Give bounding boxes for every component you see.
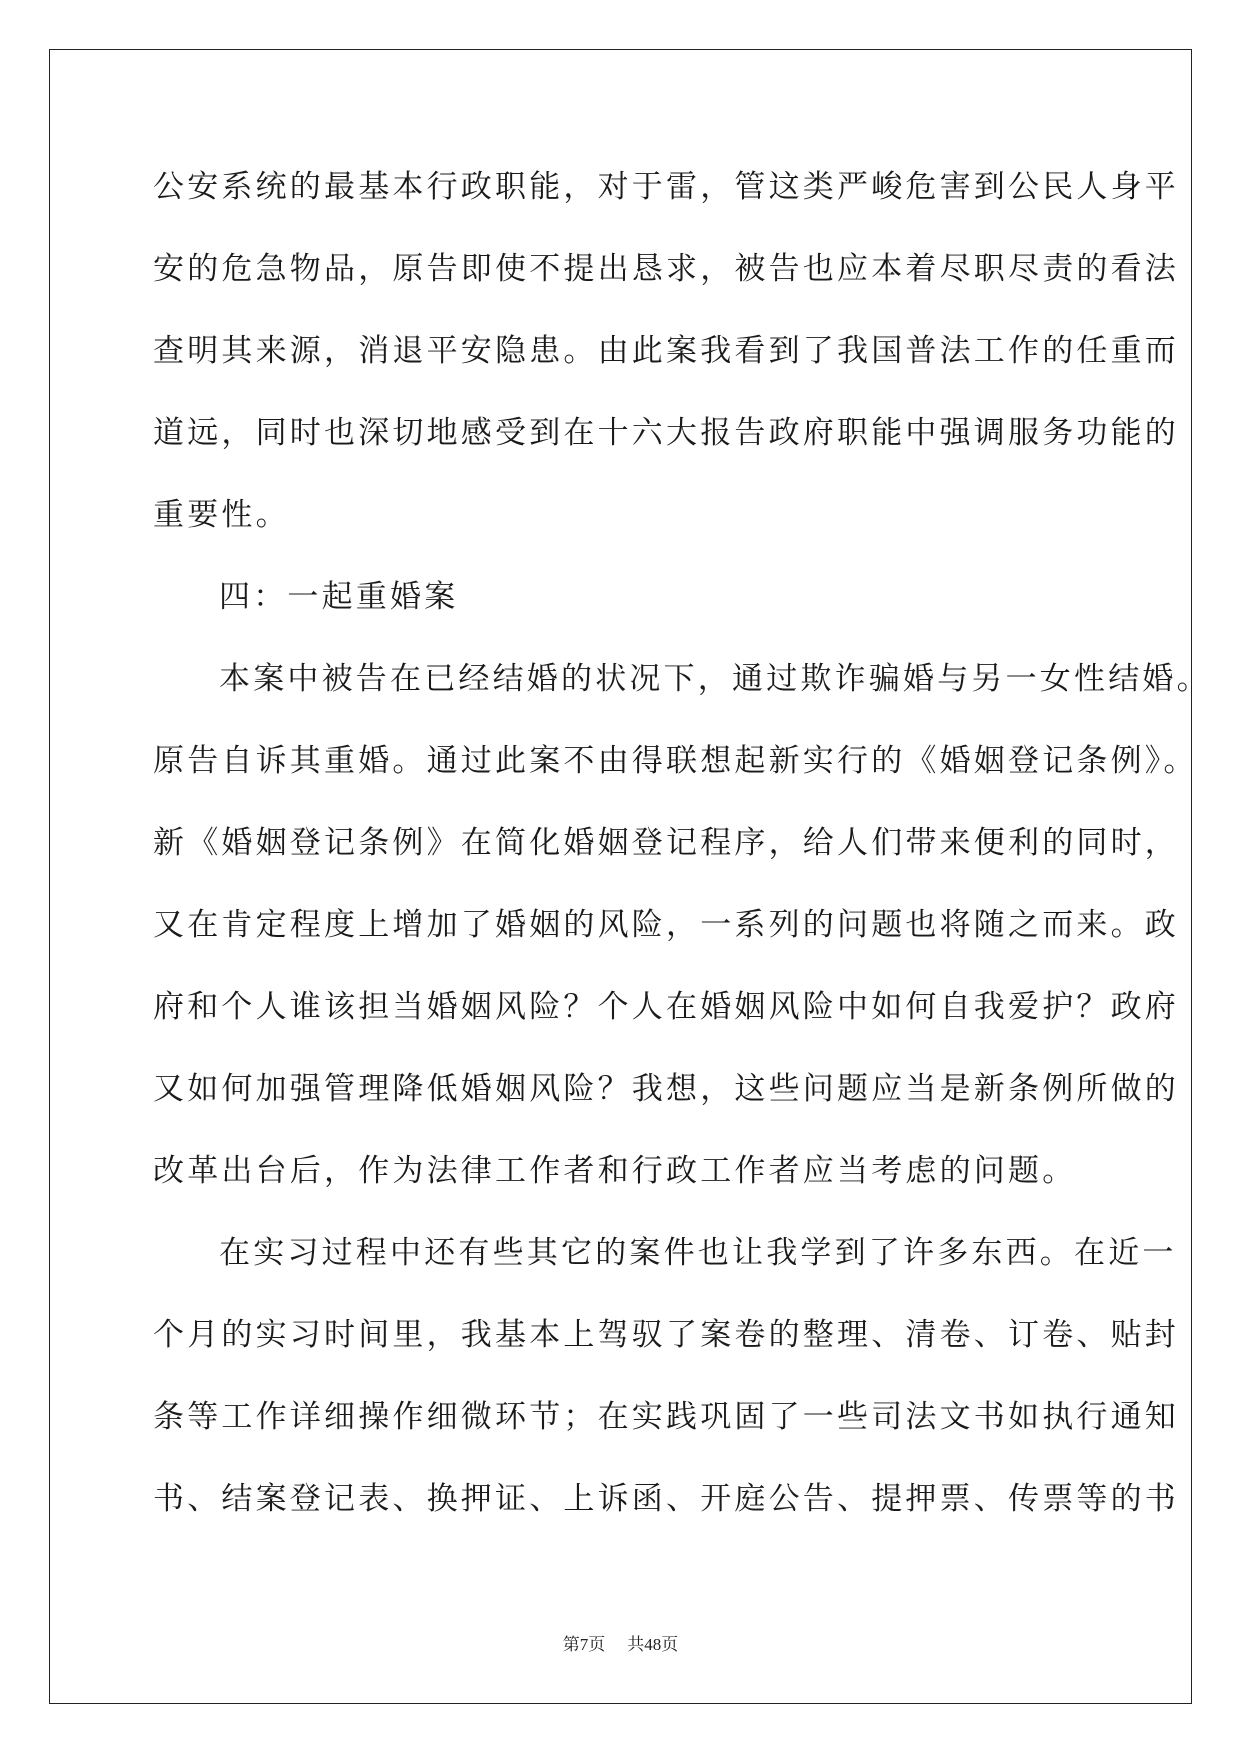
text-line: 查明其来源，消退平安隐患。由此案我看到了我国普法工作的任重而 <box>153 333 1179 369</box>
text-line: 个月的实习时间里，我基本上驾驭了案卷的整理、清卷、订卷、贴封 <box>153 1317 1179 1353</box>
text-line: 书、结案登记表、换押证、上诉函、开庭公告、提押票、传票等的书 <box>153 1481 1179 1517</box>
text-line: 府和个人谁该担当婚姻风险？个人在婚姻风险中如何自我爱护？政府 <box>153 989 1179 1025</box>
text-line: 又在肯定程度上增加了婚姻的风险，一系列的问题也将随之而来。政 <box>153 907 1179 943</box>
page-total: 共48页 <box>627 1635 679 1654</box>
text-line: 原告自诉其重婚。通过此案不由得联想起新实行的《婚姻登记条例》。 <box>153 743 1198 779</box>
text-line: 重要性。 <box>153 497 290 533</box>
text-line: 新《婚姻登记条例》在简化婚姻登记程序，给人们带来便利的同时， <box>153 825 1179 861</box>
text-line: 改革出台后，作为法律工作者和行政工作者应当考虑的问题。 <box>153 1153 1077 1189</box>
text-line: 公安系统的最基本行政职能，对于雷，管这类严峻危害到公民人身平 <box>153 169 1179 205</box>
text-line: 又如何加强管理降低婚姻风险？我想，这些问题应当是新条例所做的 <box>153 1071 1179 1107</box>
page-footer <box>0 1630 1241 1655</box>
text-line: 条等工作详细操作细微环节；在实践巩固了一些司法文书如执行通知 <box>153 1399 1179 1435</box>
text-line: 本案中被告在已经结婚的状况下，通过欺诈骗婚与另一女性结婚。 <box>219 661 1211 697</box>
text-line: 道远，同时也深切地感受到在十六大报告政府职能中强调服务功能的 <box>153 415 1179 451</box>
page-number: 第7页 <box>562 1635 606 1654</box>
text-line: 安的危急物品，原告即使不提出恳求，被告也应本着尽职尽责的看法 <box>153 251 1179 287</box>
text-line: 在实习过程中还有些其它的案件也让我学到了许多东西。在近一 <box>219 1235 1177 1271</box>
section-heading: 四：一起重婚案 <box>219 579 459 615</box>
document-body <box>153 155 1211 1549</box>
